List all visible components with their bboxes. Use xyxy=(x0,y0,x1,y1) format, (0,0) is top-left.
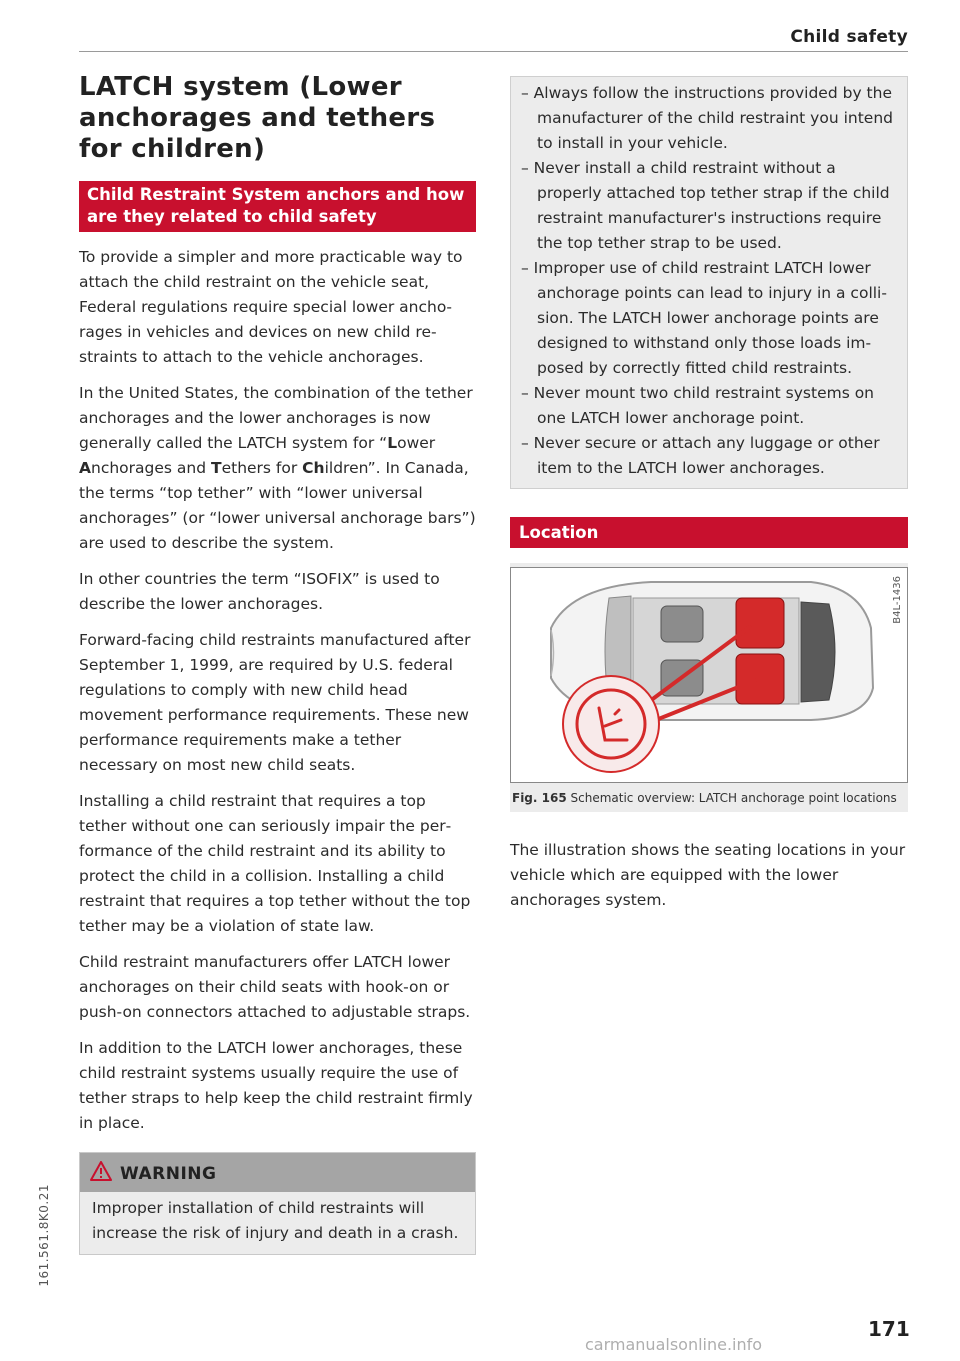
paragraph-4: Forward-facing child restraints manufactured after September 1, 1999, are required by U.S. federal regulations to comply with new child head movement performance requirements. These new performance requirements make a tether necessary on most new child seats. xyxy=(79,631,471,774)
latch-letter: A xyxy=(79,459,91,477)
paragraph-2-part: ower xyxy=(397,434,436,452)
warning-header xyxy=(80,1153,475,1192)
paragraph-2-part: In the United States, the combination of the tether anchorages and the lower anchorages is now generally called the LATCH system for “ xyxy=(79,384,473,452)
paragraph-2-part: ildren”. In Canada, the terms “top tether” with “lower universal anchorages” (or “lower universal anchorage bars”) are used to describe the system. xyxy=(79,459,476,552)
left-column xyxy=(79,72,476,1255)
figure-frame xyxy=(510,567,908,783)
right-column xyxy=(510,76,908,924)
instruction-item: – Improper use of child restraint LATCH lower anchorage points can lead to injury in a collision. The LATCH lower anchorage points are designed to withstand only those loads imposed by correctly fitted child restraints. xyxy=(521,259,887,377)
page-number: 171 xyxy=(868,1317,910,1341)
figure-caption-text: Schematic overview: LATCH anchorage point locations xyxy=(570,791,897,805)
warning-label: WARNING xyxy=(120,1163,217,1184)
paragraph-5: Installing a child restraint that requires a top tether without one can seriously impair the performance of the child restraint and its ability to protect the child in a collision. Installing a child restraint that requires a top tether without the top tether may be a violation of state law. xyxy=(79,792,471,935)
figure-label: Fig. 165 xyxy=(512,791,567,805)
warning-triangle-icon xyxy=(90,1161,112,1186)
location-heading: Location xyxy=(510,517,908,548)
paragraph-7: In addition to the LATCH lower anchorages, these child restraint systems usually require the use of tether straps to help keep the child restraint firmly in place. xyxy=(79,1039,473,1132)
paragraph-2-part: nchorages and xyxy=(91,459,211,477)
car-schematic-image xyxy=(511,568,907,782)
instruction-item: – Never install a child restraint without a properly attached top tether strap if the child restraint manufacturer's instructions require the top tether strap to be used. xyxy=(521,159,890,252)
figure-caption xyxy=(510,783,908,812)
paragraph-6: Child restraint manufacturers offer LATCH lower anchorages on their child seats with hook-on or push-on connectors attached to adjustable straps. xyxy=(79,953,471,1021)
instruction-item: – Never mount two child restraint systems on one LATCH lower anchorage point. xyxy=(521,384,875,427)
rear-seat-highlight-right xyxy=(736,654,784,704)
front-seat-left xyxy=(661,606,703,642)
document-code: 161.561.8K0.21 xyxy=(37,1184,51,1287)
figure-code: B4L-1436 xyxy=(892,576,903,624)
section-title: Child safety xyxy=(790,27,908,47)
paragraph-1: To provide a simpler and more practicable way to attach the child restraint on the vehicle seat, Federal regulations require special lower anchorages in vehicles and devices on new child restraints to attach to the vehicle anchorages. xyxy=(79,248,463,366)
warning-text: Improper installation of child restraints will increase the risk of injury and death in a crash. xyxy=(80,1192,475,1254)
latch-letter: L xyxy=(387,434,398,452)
latch-letter: T xyxy=(211,459,222,477)
warning-box xyxy=(79,1152,476,1255)
page-title: LATCH system (Lower anchorages and tethers for children) xyxy=(79,72,436,164)
paragraph-2 xyxy=(79,381,476,556)
rear-seat-highlight-left xyxy=(736,598,784,648)
instruction-list xyxy=(510,76,908,489)
subheading-bar: Child Restraint System anchors and how are they related to child safety xyxy=(79,181,476,232)
paragraph-3: In other countries the term “ISOFIX” is used to describe the lower anchorages. xyxy=(79,570,440,613)
instruction-item: – Always follow the instructions provided by the manufacturer of the child restraint you intend to install in your vehicle. xyxy=(521,84,893,152)
car-rear-window xyxy=(801,602,835,702)
latch-letter: Ch xyxy=(302,459,325,477)
paragraph-2-part: ethers for xyxy=(221,459,303,477)
watermark: carmanualsonline.info xyxy=(585,1335,763,1354)
figure-165 xyxy=(510,563,908,812)
instruction-item: – Never secure or attach any luggage or other item to the LATCH lower anchorages. xyxy=(521,434,880,477)
header-divider xyxy=(79,51,908,52)
location-paragraph: The illustration shows the seating locations in your vehicle which are equipped with the lower anchorages system. xyxy=(510,841,906,909)
